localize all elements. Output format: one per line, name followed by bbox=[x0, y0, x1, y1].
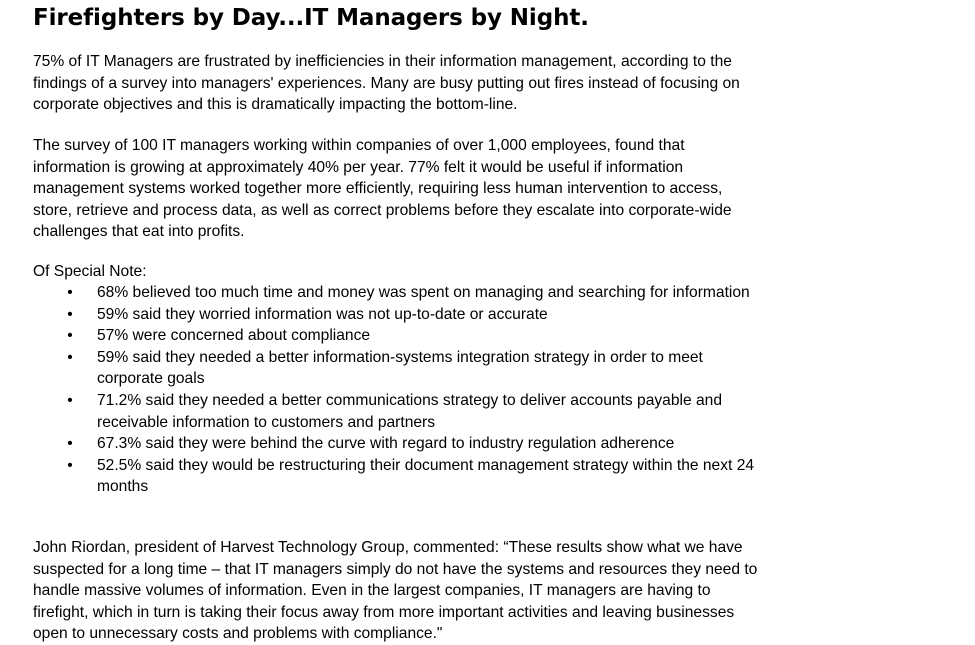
list-item-text: 59% said they worried information was not up-to-date or accurate bbox=[97, 305, 548, 323]
paragraph-line: findings of a survey into managers' experiences. Many are busy putting out fires instead of focusing on bbox=[33, 74, 740, 92]
list-item-text: 68% believed too much time and money was spent on managing and searching for information bbox=[97, 284, 750, 301]
list-item-text: 57% were concerned about compliance bbox=[97, 327, 371, 345]
list-item-text: corporate goals bbox=[97, 370, 205, 388]
bullet-icon: • bbox=[67, 305, 73, 323]
quote-paragraph bbox=[33, 537, 757, 645]
list-item-text: 67.3% said they were behind the curve with regard to industry regulation adherence bbox=[97, 435, 675, 453]
paragraph-line: suspected for a long time – that IT managers simply do not have the systems and resources they need to bbox=[33, 560, 758, 578]
survey-paragraph bbox=[33, 135, 732, 243]
list-item bbox=[33, 455, 754, 498]
list-item bbox=[33, 433, 754, 455]
list-item bbox=[33, 325, 754, 347]
page-title: Firefighters by Day...IT Managers by Night. bbox=[33, 5, 589, 31]
list-item bbox=[33, 282, 754, 304]
bullet-icon: • bbox=[67, 327, 73, 345]
paragraph-line: handle massive volumes of information. Even in the largest companies, IT managers are having to bbox=[33, 582, 711, 600]
list-item-text: 52.5% said they would be restructuring their document management strategy within the next 24 bbox=[97, 456, 755, 474]
bullet-icon: • bbox=[67, 284, 73, 301]
paragraph-line: corporate objectives and this is dramatically impacting the bottom-line. bbox=[33, 96, 518, 114]
paragraph-line: John Riordan, president of Harvest Technology Group, commented: “These results show what we have bbox=[33, 539, 743, 556]
bullet-icon: • bbox=[67, 391, 73, 409]
paragraph-line: 75% of IT Managers are frustrated by inefficiencies in their information management, according to the bbox=[33, 53, 732, 70]
bullet-icon: • bbox=[67, 435, 73, 453]
paragraph-line: store, retrieve and process data, as well as correct problems before they escalate into corporate-wide bbox=[33, 201, 732, 219]
paragraph-line: firefight, which in turn is taking their focus away from more important activities and leaving businesses bbox=[33, 603, 735, 621]
bullet-icon: • bbox=[67, 348, 73, 366]
paragraph-line: The survey of 100 IT managers working within companies of over 1,000 employees, found that bbox=[33, 137, 685, 154]
list-item bbox=[33, 304, 754, 326]
list-item-text: receivable information to customers and partners bbox=[97, 413, 436, 431]
paragraph-line: management systems worked together more efficiently, requiring less human intervention to access, bbox=[33, 180, 723, 198]
list-item-text: months bbox=[97, 478, 149, 496]
list-item bbox=[33, 347, 754, 390]
list-item bbox=[33, 390, 754, 433]
paragraph-line: challenges that eat into profits. bbox=[33, 223, 245, 241]
list-item-text: 71.2% said they needed a better communications strategy to deliver accounts payable and bbox=[97, 391, 722, 409]
list-item-text: 59% said they needed a better information-systems integration strategy in order to meet bbox=[97, 348, 703, 366]
bullet-icon: • bbox=[67, 456, 73, 474]
paragraph-line: open to unnecessary costs and problems with compliance." bbox=[33, 625, 443, 643]
heading-text: Of Special Note: bbox=[33, 263, 147, 280]
intro-paragraph bbox=[33, 51, 740, 116]
findings-list bbox=[33, 282, 754, 498]
paragraph-line: information is growing at approximately 40% per year. 77% felt it would be useful if information bbox=[33, 158, 684, 176]
special-note-heading bbox=[33, 261, 147, 283]
